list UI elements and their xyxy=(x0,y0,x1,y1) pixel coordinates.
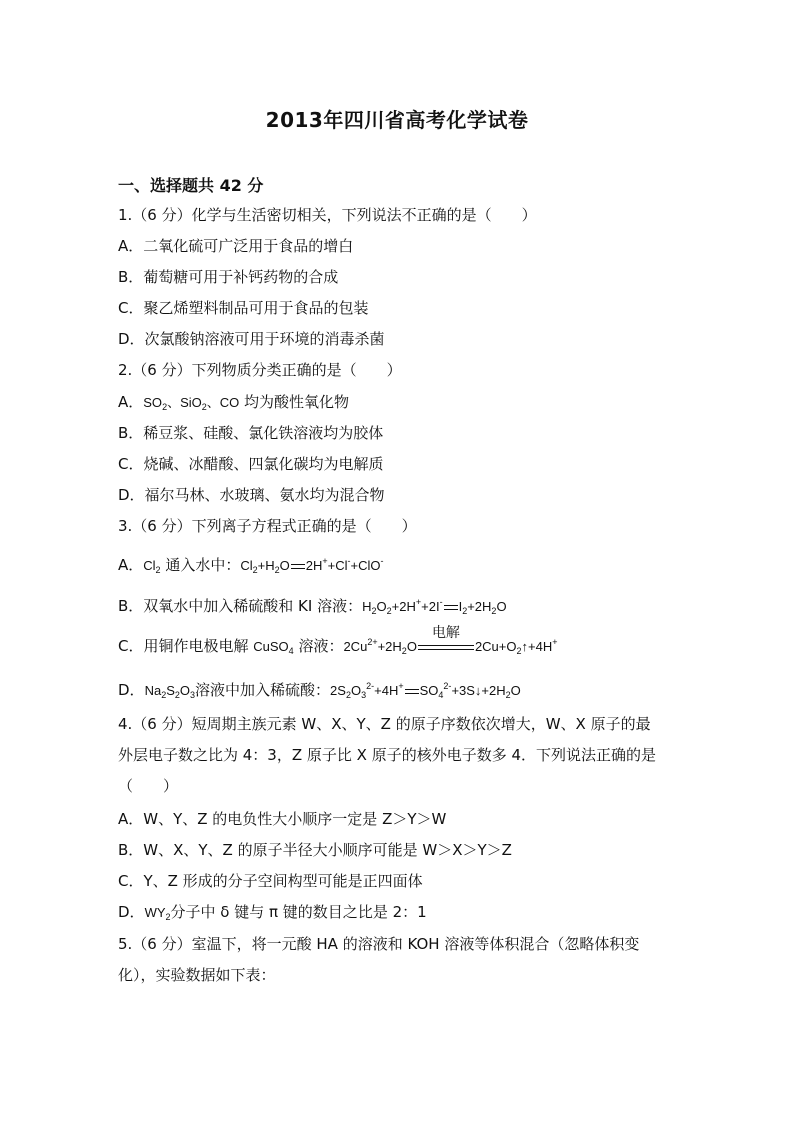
q3-option-c-equation: $2Cu^{2+}+2H_2O$ 电解 $2Cu+O_2↑+4H^+$ xyxy=(343,625,558,656)
q3-option-b xyxy=(118,596,507,617)
q3-option-c-text: C．用铜作电极电解 xyxy=(118,637,254,655)
q2-option-a-text: 均为酸性氧化物 xyxy=(239,393,350,411)
q3-option-a-text: 通入水中： xyxy=(160,556,241,574)
q4-option-b: B．W、X、Y、Z 的原子半径大小顺序可能是 W＞X＞Y＞Z xyxy=(118,841,512,859)
q1-option-c: C．聚乙烯塑料制品可用于食品的包装 xyxy=(118,299,369,317)
page-title: 2013年四川省高考化学试卷 xyxy=(265,108,529,132)
q3-option-d-equation: $2S_2O_3^{2-}+4H^+$ $SO_4^{2-}+3S↓+2H_2O$ xyxy=(330,681,521,700)
q2-option-c: C．烧碱、冰醋酸、四氯化碳均为电解质 xyxy=(118,455,384,473)
q1-stem: 1.（6 分）化学与生活密切相关，下列说法不正确的是（ ） xyxy=(118,206,537,224)
q1-option-b: B．葡萄糖可用于补钙药物的合成 xyxy=(118,268,339,286)
q2-option-a: A．$SO_2$、SiO$_2$、CO 均为酸性氧化物 xyxy=(118,393,350,412)
q3-option-a-equation: $Cl_2+H_2O$ 2H++Cl-+ClO- xyxy=(240,556,384,575)
q4-stem-line3: （ ） xyxy=(118,777,179,795)
q1-option-a: A．二氧化硫可广泛用于食品的增白 xyxy=(118,237,354,255)
q4-stem-line1: 4.（6 分）短周期主族元素 W、X、Y、Z 的原子序数依次增大，W、X 原子的最 xyxy=(118,715,651,733)
q4-option-c: C．Y、Z 形成的分子空间构型可能是正四面体 xyxy=(118,872,423,890)
q5-stem-line1: 5.（6 分）室温下，将一元酸 HA 的溶液和 KOH 溶液等体积混合（忽略体积变 xyxy=(118,935,640,953)
q5-stem-line2: 化），实验数据如下表： xyxy=(118,966,276,984)
q3-option-d: D．$Na_2S_2O_3$溶液中加入稀硫酸：$2S_2O_3^{2-}+4H^+$ $SO_4^{2-}+3S↓+2H_2O$ xyxy=(118,681,521,700)
q2-option-d: D．福尔马林、水玻璃、氨水均为混合物 xyxy=(118,486,385,504)
q3-option-d-text: 溶液中加入稀硫酸： xyxy=(195,681,331,699)
section-heading: 一、选择题共 42 分 xyxy=(118,176,264,195)
q2-stem: 2.（6 分）下列物质分类正确的是（ ） xyxy=(118,361,402,379)
q3-option-c-text2: 溶液： xyxy=(293,637,344,655)
q3-option-b-equation: $H_2O_2+2H^++2I^-$ $I_2+2H_2O$ xyxy=(362,597,507,616)
electrolysis-label: 电解 xyxy=(431,625,460,642)
q3-stem: 3.（6 分）下列离子方程式正确的是（ ） xyxy=(118,517,417,535)
q4-option-d-text: 分子中 δ 键与 π 键的数目之比是 2：1 xyxy=(170,903,427,921)
q3-option-a: A．$Cl_2$ 通入水中：$Cl_2+H_2O$ 2H++Cl-+ClO- xyxy=(118,556,384,575)
q4-stem-line2: 外层电子数之比为 4：3，Z 原子比 X 原子的核外电子数多 4．下列说法正确的是 xyxy=(118,746,657,764)
q3-option-c: C．用铜作电极电解 CuSO$_4$ 溶液：$2Cu^{2+}+2H_2O$ 电解 $2Cu+O_2↑+4H^+$ xyxy=(118,625,558,656)
q3-option-b-text: B．双氧水中加入稀硫酸和 KI 溶液： xyxy=(118,597,363,615)
q4-option-a: A．W、Y、Z 的电负性大小顺序一定是 Z＞Y＞W xyxy=(118,810,447,828)
q4-option-d: D．$WY_2$分子中 δ 键与 π 键的数目之比是 2：1 xyxy=(118,903,427,922)
q2-option-b: B．稀豆浆、硅酸、氯化铁溶液均为胶体 xyxy=(118,424,384,442)
q1-option-d: D．次氯酸钠溶液可用于环境的消毒杀菌 xyxy=(118,330,385,348)
